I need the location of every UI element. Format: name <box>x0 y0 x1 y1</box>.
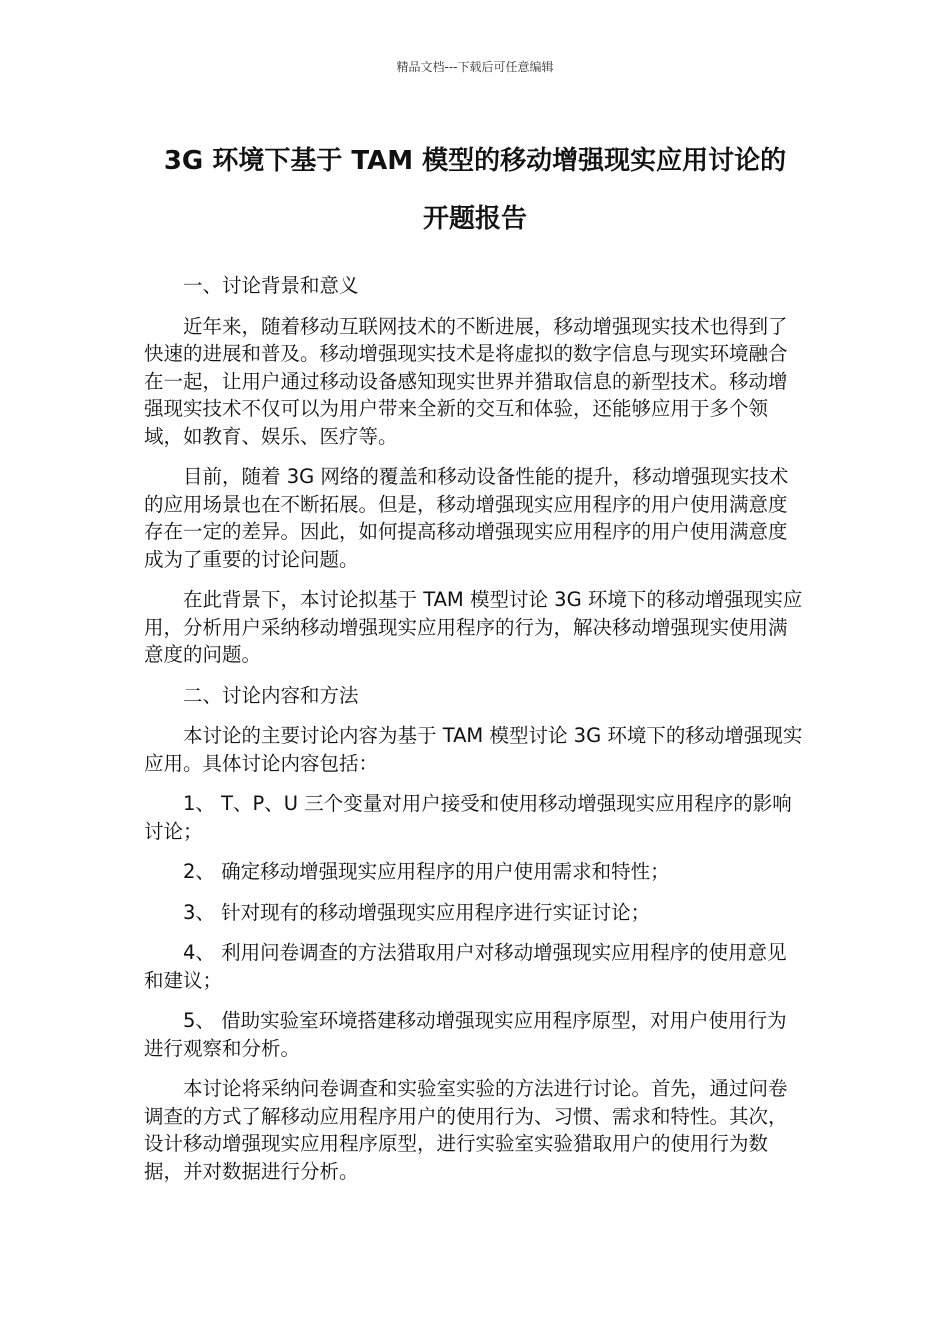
document-body <box>144 272 806 1198</box>
paragraph: 本讨论将采纳问卷调查和实验室实验的方法进行讨论。首先，通过问卷调查的方式了解移动应用程序用户的使用行为、习惯、需求和特性。其次，设计移动增强现实应用程序原型，进行实验室实验猎取用户的使用行为数据，并对数据进行分析。 <box>144 1077 788 1183</box>
list-item: 2、 确定移动增强现实应用程序的用户使用需求和特性； <box>183 860 670 883</box>
paragraph: 本讨论的主要讨论内容为基于 TAM 模型讨论 3G 环境下的移动增强现实应用。具体讨论内容包括： <box>144 724 803 775</box>
paragraph: 在此背景下，本讨论拟基于 TAM 模型讨论 3G 环境下的移动增强现实应用，分析用户采纳移动增强现实应用程序的行为，解决移动增强现实使用满意度的问题。 <box>144 588 803 666</box>
paragraph: 近年来，随着移动互联网技术的不断进展，移动增强现实技术也得到了快速的进展和普及。移动增强现实技术是将虚拟的数字信息与现实环境融合在一起，让用户通过移动设备感知现实世界并猎取信息的新型技术。移动增强现实技术不仅可以为用户带来全新的交互和体验，还能够应用于多个领域，如教育、娱乐、医疗等。 <box>144 314 788 448</box>
title-line-2: 开题报告 <box>422 204 527 234</box>
list-item: 5、 借助实验室环境搭建移动增强现实应用程序原型，对用户使用行为进行观察和分析。 <box>144 1009 787 1060</box>
list-item: 4、 利用问卷调查的方法猎取用户对移动增强现实应用程序的使用意见和建议； <box>144 941 787 992</box>
section-heading-content-method: 二、讨论内容和方法 <box>183 683 359 707</box>
title-line-1: 3G 环境下基于 TAM 模型的移动增强现实应用讨论的 <box>163 146 787 176</box>
section-heading-background: 一、讨论背景和意义 <box>183 274 359 297</box>
page-header-watermark: 精品文档---下载后可任意编辑 <box>396 60 554 74</box>
document-title <box>110 132 840 248</box>
list-item: 1、 T、P、U 三个变量对用户接受和使用移动增强现实应用程序的影响讨论； <box>144 792 792 843</box>
paragraph: 目前，随着 3G 网络的覆盖和移动设备性能的提升，移动增强现实技术的应用场景也在不断拓展。但是，移动增强现实应用程序的用户使用满意度存在一定的差异。因此，如何提高移动增强现实应用程序的用户使用满意度成为了重要的讨论问题。 <box>144 465 789 571</box>
list-item: 3、 针对现有的移动增强现实应用程序进行实证讨论； <box>183 900 651 924</box>
